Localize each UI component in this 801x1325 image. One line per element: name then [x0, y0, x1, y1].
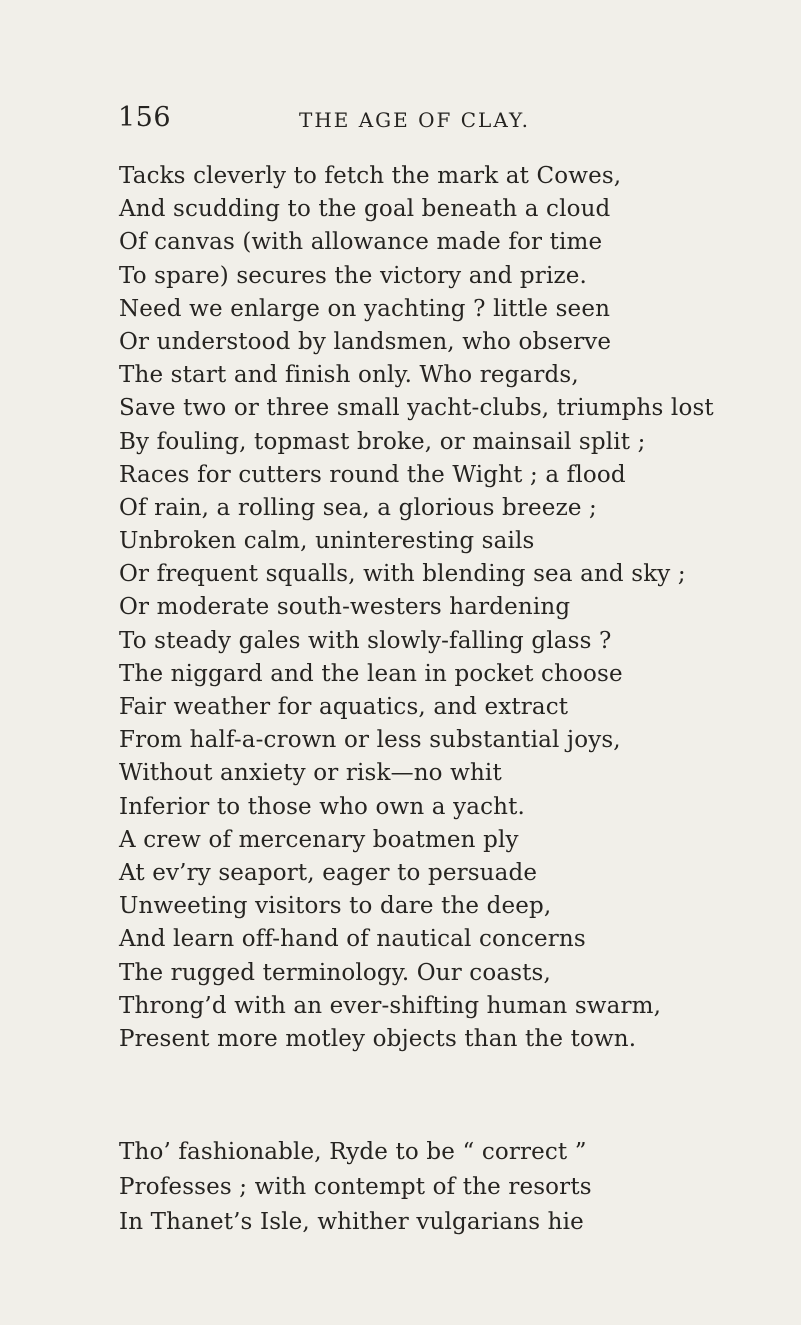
poem-line: Unbroken calm, uninteresting sails	[119, 528, 535, 555]
poem-line: A crew of mercenary boatmen ply	[119, 826, 519, 853]
stanza-2	[119, 1135, 799, 1240]
poem-line: In Thanet’s Isle, whither vulgarians hie	[119, 1209, 584, 1235]
poem-line: The rugged terminology. Our coasts,	[119, 959, 551, 986]
poem-line: Tacks cleverly to fetch the mark at Cowes,	[119, 163, 622, 189]
poem-line: And scudding to the goal beneath a cloud	[119, 196, 611, 223]
poem-line: Tho’ fashionable, Ryde to be “ correct ”	[119, 1139, 587, 1165]
poem-line: At ev’ry seaport, eager to persuade	[119, 859, 538, 886]
page-number: 156	[118, 102, 172, 133]
poem-line: Need we enlarge on yachting ? little seen	[119, 295, 611, 322]
poem-line: Without anxiety or risk—no whit	[119, 760, 502, 787]
stanza-1	[119, 160, 799, 1056]
poem-line: Races for cutters round the Wight ; a flood	[119, 461, 626, 488]
poem-line: Or frequent squalls, with blending sea and sky ;	[119, 561, 686, 588]
poem-line: By fouling, topmast broke, or mainsail split ;	[119, 428, 646, 455]
poem-line: Inferior to those who own a yacht.	[119, 793, 525, 820]
poem-line: Save two or three small yacht-clubs, triumphs lost	[119, 395, 714, 422]
poem-line: Fair weather for aquatics, and extract	[119, 694, 569, 720]
running-title: THE AGE OF CLAY.	[299, 108, 530, 132]
poem-line: To steady gales with slowly-falling glass ?	[119, 627, 612, 654]
poem-line: Professes ; with contempt of the resorts	[119, 1174, 592, 1200]
poem-line: Or understood by landsmen, who observe	[119, 328, 612, 355]
page-header	[0, 98, 801, 138]
poem-line: The start and finish only. Who regards,	[119, 362, 579, 389]
poem-line: The niggard and the lean in pocket choose	[119, 660, 623, 687]
poem-line: And learn off-hand of nautical concerns	[119, 926, 586, 953]
poem-line: Unweeting visitors to dare the deep,	[119, 893, 552, 920]
poem-line: Of rain, a rolling sea, a glorious breeze ;	[119, 494, 597, 521]
poem-line: Throng’d with an ever-shifting human swarm,	[119, 992, 662, 1019]
poem-line: Present more motley objects than the town.	[119, 1025, 637, 1052]
poem-line: Or moderate south-westers hardening	[119, 594, 571, 621]
poem-line: Of canvas (with allowance made for time	[119, 229, 603, 256]
poem-line: From half-a-crown or less substantial joys,	[119, 727, 621, 754]
poem-line: To spare) secures the victory and prize.	[119, 262, 587, 289]
